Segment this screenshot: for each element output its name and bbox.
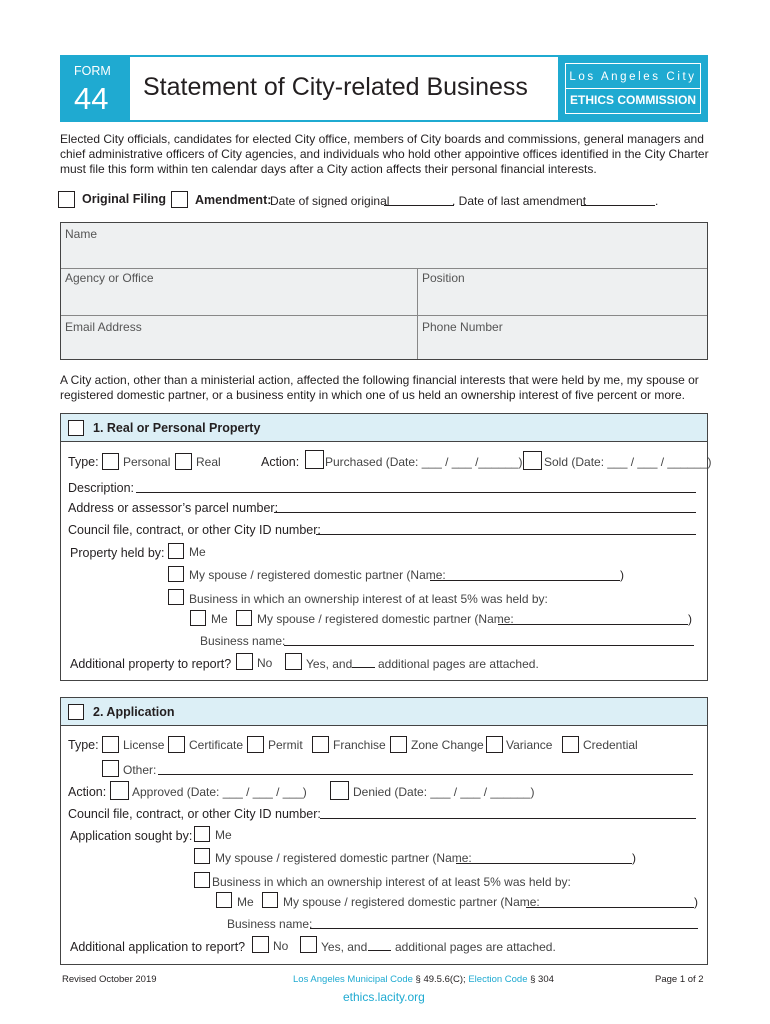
s2-council-label: Council file, contract, or other City ID number: — [68, 807, 321, 821]
s2-sought-business-label: Business in which an ownership interest of at least 5% was held by: — [212, 875, 571, 889]
s2-type-variance-checkbox[interactable] — [486, 736, 503, 753]
s2-type-license-checkbox[interactable] — [102, 736, 119, 753]
s2-biz-spouse-checkbox[interactable] — [262, 892, 278, 908]
s1-additional-no-checkbox[interactable] — [236, 653, 253, 670]
s2-type-variance-label: Variance — [506, 738, 553, 752]
s1-additional-label: Additional property to report? — [70, 657, 232, 671]
s1-sold-label: Sold (Date: ___ / ___ / ______) — [544, 455, 712, 469]
form-label: FORM — [74, 64, 111, 78]
section1-title: 1. Real or Personal Property — [93, 421, 261, 435]
statement-line-1: A City action, other than a ministerial action, affected the following financial interests that were held by me, my spouse or — [60, 373, 699, 387]
s1-biz-spouse-name-input[interactable] — [498, 624, 688, 625]
s1-held-spouse-label: My spouse / registered domestic partner (Name: — [189, 568, 446, 582]
s2-biz-spouse-close: ) — [694, 895, 698, 909]
s2-council-input[interactable] — [320, 818, 696, 819]
s1-additional-count-input[interactable] — [352, 667, 375, 668]
s2-additional-no-label: No — [273, 939, 289, 953]
original-filing-checkbox[interactable] — [58, 191, 75, 208]
s2-sought-spouse-checkbox[interactable] — [194, 848, 210, 864]
filer-info-grid — [60, 222, 708, 360]
s1-address-label: Address or assessor’s parcel number: — [68, 501, 279, 515]
s2-biz-me-checkbox[interactable] — [216, 892, 232, 908]
s2-additional-count-input[interactable] — [368, 950, 391, 951]
s2-other-input[interactable] — [158, 774, 693, 775]
agency-field[interactable]: Agency or Office — [65, 271, 154, 285]
form-number: 44 — [74, 81, 109, 116]
s2-additional-tail: additional pages are attached. — [395, 940, 556, 954]
s2-type-franchise-checkbox[interactable] — [312, 736, 329, 753]
s1-action-label: Action: — [261, 455, 300, 469]
footer-page-number: Page 1 of 2 — [655, 974, 704, 985]
name-field[interactable]: Name — [65, 227, 98, 241]
municipal-code-section: § 49.5.6(C); — [412, 974, 469, 985]
s1-description-input[interactable] — [136, 492, 696, 493]
original-filing-label: Original Filing — [82, 192, 167, 206]
s1-biz-name-label: Business name: — [200, 634, 286, 648]
s1-held-by-label: Property held by: — [70, 546, 165, 560]
s2-additional-no-checkbox[interactable] — [252, 936, 269, 953]
s2-action-label: Action: — [68, 785, 107, 799]
s1-purchased-checkbox[interactable] — [305, 450, 324, 469]
page-title: Statement of City-related Business — [143, 73, 528, 101]
s1-biz-name-input[interactable] — [284, 645, 694, 646]
election-code-link[interactable]: Election Code — [468, 974, 528, 985]
org-line1: Los Angeles City — [569, 71, 697, 83]
s2-spouse-name-input[interactable] — [456, 863, 632, 864]
email-field[interactable]: Email Address — [65, 320, 142, 334]
s1-held-spouse-checkbox[interactable] — [168, 566, 184, 582]
section2-checkbox[interactable] — [68, 704, 84, 720]
s1-biz-spouse-close: ) — [688, 612, 692, 626]
s1-biz-spouse-label: My spouse / registered domestic partner (Name: — [257, 612, 514, 626]
s2-type-franchise-label: Franchise — [333, 738, 386, 752]
s2-sought-by-label: Application sought by: — [70, 829, 193, 843]
s2-additional-yes-checkbox[interactable] — [300, 936, 317, 953]
date-last-input[interactable] — [581, 205, 655, 206]
ethics-logo — [558, 55, 708, 122]
section2-header — [61, 698, 707, 726]
s1-spouse-name-input[interactable] — [430, 580, 620, 581]
amendment-label: Amendment: — [195, 193, 272, 207]
footer-revised: Revised October 2019 — [62, 974, 157, 985]
s2-type-zone-change-checkbox[interactable] — [390, 736, 407, 753]
municipal-code-link[interactable]: Los Angeles Municipal Code — [293, 974, 413, 985]
s1-type-real-checkbox[interactable] — [175, 453, 192, 470]
s2-type-other-label: Other: — [123, 763, 157, 777]
section1-header — [61, 414, 707, 442]
s1-type-real-label: Real — [196, 455, 221, 469]
s2-additional-label: Additional application to report? — [70, 940, 246, 954]
s2-type-permit-checkbox[interactable] — [247, 736, 264, 753]
s1-type-personal-checkbox[interactable] — [102, 453, 119, 470]
election-code-section: § 304 — [527, 974, 554, 985]
date-signed-input[interactable] — [384, 205, 454, 206]
s2-type-other-checkbox[interactable] — [102, 760, 119, 777]
section2-title: 2. Application — [93, 705, 175, 719]
s2-type-certificate-checkbox[interactable] — [168, 736, 185, 753]
s1-held-me-checkbox[interactable] — [168, 543, 184, 559]
s1-held-business-label: Business in which an ownership interest of at least 5% was held by: — [189, 592, 548, 606]
s1-sold-checkbox[interactable] — [523, 451, 542, 470]
s2-sought-business-checkbox[interactable] — [194, 872, 210, 888]
s2-biz-me-label: Me — [237, 895, 254, 909]
s1-description-label: Description: — [68, 481, 134, 495]
org-line2: ETHICS COMMISSION — [569, 93, 696, 107]
phone-field[interactable]: Phone Number — [422, 320, 503, 334]
s2-sought-spouse-label: My spouse / registered domestic partner (Name: — [215, 851, 472, 865]
s1-additional-no-label: No — [257, 656, 273, 670]
s1-held-business-checkbox[interactable] — [168, 589, 184, 605]
s1-biz-me-label: Me — [211, 612, 228, 626]
amendment-checkbox[interactable] — [171, 191, 188, 208]
intro-line-1: Elected City officials, candidates for elected City office, members of City boards and commissions, general managers and — [60, 132, 704, 146]
s1-purchased-label: Purchased (Date: ___ / ___ /______) — [325, 455, 523, 469]
s1-type-label: Type: — [68, 455, 99, 469]
form-number-box — [60, 55, 130, 122]
s1-additional-yes-checkbox[interactable] — [285, 653, 302, 670]
s1-address-input[interactable] — [274, 512, 696, 513]
s1-spouse-close: ) — [620, 568, 624, 582]
footer-codes — [293, 974, 554, 985]
s2-spouse-close: ) — [632, 851, 636, 865]
intro-line-2: chief administrative officers of City agencies, and individuals who hold other appointive offices identified in the City Charter — [60, 147, 709, 161]
s1-additional-yes-label: Yes, and — [306, 657, 353, 671]
s2-type-zone-change-label: Zone Change — [411, 738, 484, 752]
s2-type-credential-label: Credential — [583, 738, 638, 752]
s1-biz-me-checkbox[interactable] — [190, 610, 206, 626]
s1-council-input[interactable] — [316, 534, 696, 535]
date-last-label: . Date of last amendment — [452, 194, 587, 208]
s2-type-license-label: License — [123, 738, 165, 752]
s1-council-label: Council file, contract, or other City ID number: — [68, 523, 321, 537]
s2-type-certificate-label: Certificate — [189, 738, 244, 752]
s2-denied-checkbox[interactable] — [330, 781, 349, 800]
s2-additional-yes-label: Yes, and — [321, 940, 368, 954]
s2-sought-me-label: Me — [215, 828, 232, 842]
s2-denied-label: Denied (Date: ___ / ___ / ______) — [353, 785, 535, 799]
section1-checkbox[interactable] — [68, 420, 84, 436]
s2-approved-checkbox[interactable] — [110, 781, 129, 800]
date-last-period: . — [655, 194, 659, 208]
s2-type-permit-label: Permit — [268, 738, 303, 752]
s2-sought-me-checkbox[interactable] — [194, 826, 210, 842]
s2-approved-label: Approved (Date: ___ / ___ / ___) — [132, 785, 307, 799]
s1-type-personal-label: Personal — [123, 455, 171, 469]
s1-biz-spouse-checkbox[interactable] — [236, 610, 252, 626]
s2-biz-name-input[interactable] — [310, 928, 698, 929]
s1-held-me-label: Me — [189, 545, 206, 559]
footer-website-link[interactable]: ethics.lacity.org — [343, 990, 425, 1004]
intro-line-3: must file this form within ten calendar days after a City action affects their personal financial interests. — [60, 162, 597, 176]
s1-additional-tail: additional pages are attached. — [378, 657, 539, 671]
position-field[interactable]: Position — [422, 271, 465, 285]
s2-biz-spouse-label: My spouse / registered domestic partner (Name: — [283, 895, 540, 909]
s2-biz-name-label: Business name: — [227, 917, 313, 931]
s2-type-label: Type: — [68, 738, 99, 752]
s2-type-credential-checkbox[interactable] — [562, 736, 579, 753]
s2-biz-spouse-name-input[interactable] — [526, 907, 694, 908]
statement-line-2: registered domestic partner, or a business entity in which one of us held an ownership interest of five percent or more. — [60, 388, 685, 402]
date-signed-label: Date of signed original — [270, 194, 390, 208]
